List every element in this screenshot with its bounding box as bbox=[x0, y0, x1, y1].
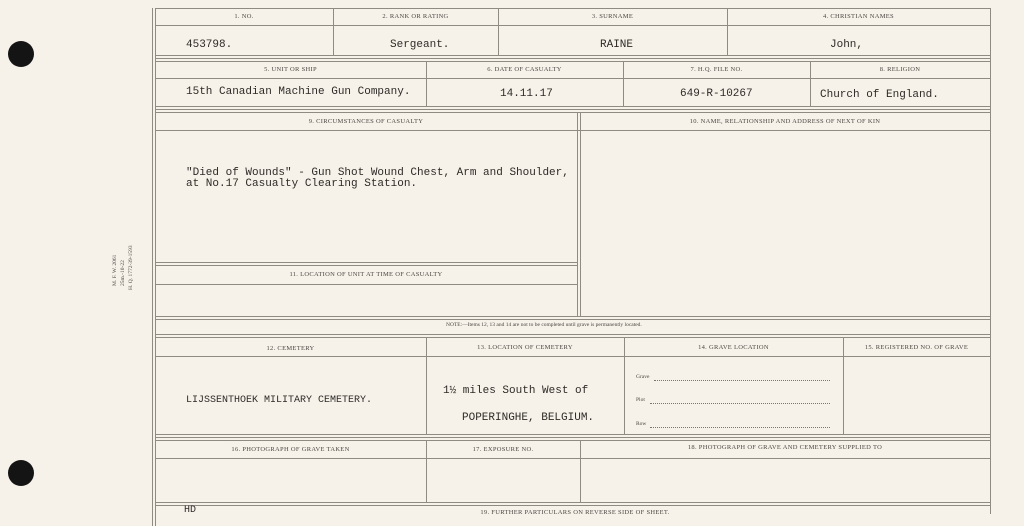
value-initials: HD bbox=[184, 505, 197, 516]
footer-further-particulars: 19. FURTHER PARTICULARS ON REVERSE SIDE OF SHEET. bbox=[480, 509, 670, 516]
row11-hdr-line bbox=[155, 284, 577, 285]
row3-bottom bbox=[155, 316, 990, 320]
row2-hdr-line bbox=[155, 78, 990, 79]
value-surname: RAINE bbox=[600, 39, 634, 51]
row4-hdr-line bbox=[155, 356, 990, 357]
plot-field-label: Plot bbox=[636, 397, 645, 403]
header-rank: 2. RANK OR RATING bbox=[382, 13, 449, 20]
row2-top bbox=[155, 61, 990, 62]
header-next-of-kin: 10. NAME, RELATIONSHIP AND ADDRESS OF NEXT OF KIN bbox=[689, 118, 881, 125]
header-no: 1. NO. bbox=[234, 13, 254, 20]
row11-top bbox=[155, 262, 577, 266]
row3-top bbox=[155, 112, 990, 113]
value-hq-file: 649-R-10267 bbox=[680, 88, 753, 100]
frame-left bbox=[152, 8, 153, 526]
value-location-line2: POPERINGHE, BELGIUM. bbox=[462, 412, 595, 424]
header-location-cemetery: 13. LOCATION OF CEMETERY bbox=[477, 344, 573, 351]
header-photo-grave: 16. PHOTOGRAPH OF GRAVE TAKEN bbox=[231, 446, 350, 453]
header-surname: 3. SURNAME bbox=[591, 13, 634, 20]
header-circumstances: 9. CIRCUMSTANCES OF CASUALTY bbox=[308, 118, 424, 125]
form-hq-number: H. Q. 1772-39-1593 bbox=[128, 245, 134, 290]
header-exposure: 17. EXPOSURE NO. bbox=[472, 446, 534, 453]
value-rank: Sergeant. bbox=[390, 39, 450, 51]
header-unit: 5. UNIT OR SHIP bbox=[264, 66, 317, 73]
value-cemetery: LIJSSENTHOEK MILITARY CEMETERY. bbox=[186, 395, 373, 406]
row1-top bbox=[155, 8, 990, 9]
header-registered-no: 15. REGISTERED NO. OF GRAVE bbox=[864, 344, 969, 351]
row2-bottom bbox=[155, 106, 990, 110]
value-christian-names: John, bbox=[830, 39, 864, 51]
value-religion: Church of England. bbox=[820, 89, 939, 101]
note-text: NOTE:—Items 12, 13 and 14 are not to be completed until grave is permanently located. bbox=[446, 322, 642, 328]
punch-hole-top bbox=[8, 41, 34, 67]
header-date: 6. DATE OF CASUALTY bbox=[487, 66, 562, 73]
header-cemetery: 12. CEMETERY bbox=[266, 345, 315, 352]
value-location-line1: 1½ miles South West of bbox=[443, 385, 589, 397]
row5-top bbox=[155, 440, 990, 441]
row-field-label: Row bbox=[636, 421, 647, 427]
form-print-date: 25m.-10-22 bbox=[120, 260, 126, 286]
punch-hole-bottom bbox=[8, 460, 34, 486]
row4-bottom bbox=[155, 434, 990, 438]
header-christian-names: 4. CHRISTIAN NAMES bbox=[823, 13, 894, 20]
frame-right bbox=[990, 8, 991, 514]
value-circumstances-line1: "Died of Wounds" - Gun Shot Wound Chest, Arm and Shoulder, bbox=[186, 167, 569, 179]
value-unit: 15th Canadian Machine Gun Company. bbox=[186, 86, 411, 98]
value-no: 453798. bbox=[186, 39, 233, 51]
header-hq-file: 7. H.Q. FILE NO. bbox=[690, 66, 743, 73]
header-location-unit: 11. LOCATION OF UNIT AT TIME OF CASUALTY bbox=[289, 271, 443, 278]
row5-hdr-line bbox=[155, 458, 990, 459]
note-bottom bbox=[155, 334, 990, 338]
row3-hdr-line bbox=[155, 130, 990, 131]
form-number: M. F. W. 2061 bbox=[112, 254, 118, 286]
row1-bottom bbox=[155, 55, 990, 59]
value-date: 14.11.17 bbox=[500, 88, 553, 100]
header-grave-location: 14. GRAVE LOCATION bbox=[698, 344, 769, 351]
row5-bottom bbox=[155, 502, 990, 506]
row1-hdr-line bbox=[155, 25, 990, 26]
header-religion: 8. RELIGION bbox=[879, 66, 921, 73]
value-circumstances-line2: at No.17 Casualty Clearing Station. bbox=[186, 178, 418, 190]
grave-field-label: Grave bbox=[636, 374, 650, 380]
header-photo-supplied: 18. PHOTOGRAPH OF GRAVE AND CEMETERY SUPPLIED TO bbox=[687, 444, 883, 451]
